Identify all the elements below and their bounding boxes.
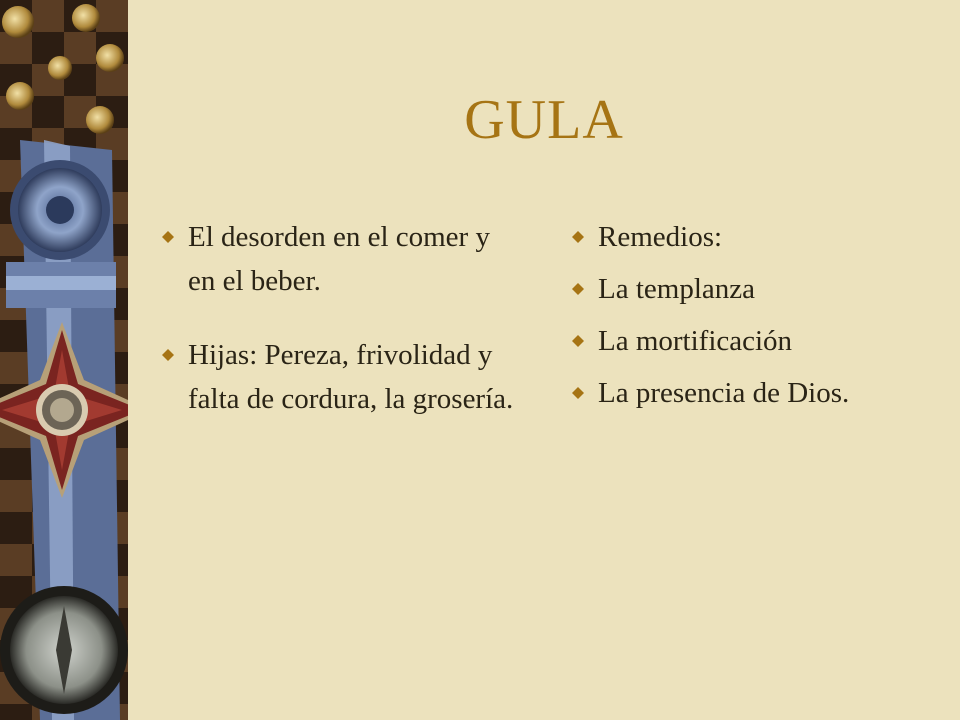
diamond-bullet-icon [572,387,584,399]
bullet-list-left [160,215,520,421]
decorative-medal-strip [0,0,128,720]
medal-order-cross-icon [0,0,128,720]
list-item [570,267,930,311]
diamond-bullet-icon [162,349,174,361]
slide-title: GULA [464,89,624,151]
bullet-list-right [570,215,930,415]
diamond-bullet-icon [162,231,174,243]
bullet-text: La presencia de Dios. [598,377,850,409]
bullet-text: Hijas: Pereza, frivolidad y falta de cordura, la grosería. [188,339,514,415]
bullet-text: El desorden en el comer y en el beber. [188,221,490,297]
list-item [570,215,930,259]
list-item [160,215,520,303]
bullet-text: Remedios: [598,221,723,253]
list-item [160,333,520,421]
diamond-bullet-icon [572,283,584,295]
diamond-bullet-icon [572,231,584,243]
diamond-bullet-icon [572,335,584,347]
bullet-text: La mortificación [598,325,793,357]
list-item [570,371,930,415]
list-item [570,319,930,363]
bullet-text: La templanza [598,273,755,305]
